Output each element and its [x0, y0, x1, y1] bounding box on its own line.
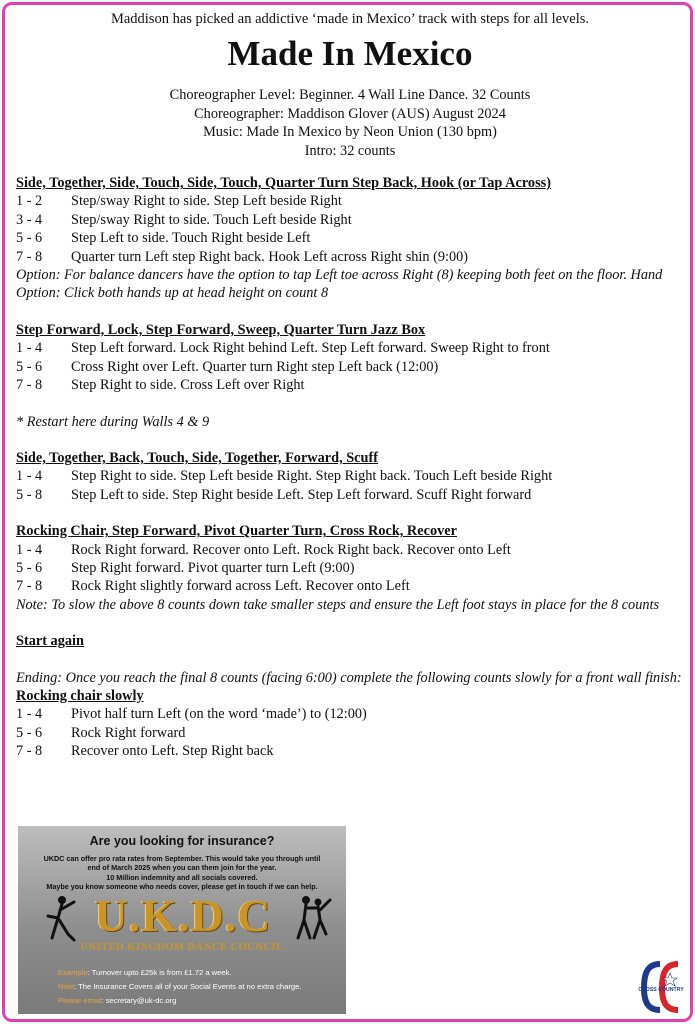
step-count: 1 - 4 — [16, 706, 43, 723]
step-text: Step/sway Right to side. Touch Left beside Right — [71, 211, 352, 228]
step-row — [16, 229, 684, 247]
note-key: Note — [58, 982, 75, 991]
banner-line: end of March 2025 when you can them join for the year. — [87, 863, 277, 873]
ukdc-council-name: UNITED KINGDOM DANCE COUNCIL — [80, 942, 284, 953]
step-count: 1 - 4 — [16, 541, 43, 558]
ukdc-logo — [18, 892, 346, 940]
example-key: Example — [58, 968, 88, 977]
level-line: Choreographer Level: Beginner. 4 Wall Line Dance. 32 Counts — [169, 87, 531, 104]
step-row — [16, 192, 684, 210]
step-sheet — [16, 10, 684, 761]
ukdc-logo-text: U.K.D.C — [94, 890, 272, 941]
step-text: Step Left to side. Touch Right beside Left — [71, 230, 311, 247]
step-text: Step Left forward. Lock Right behind Left. Step Left forward. Sweep Right to front — [71, 340, 550, 357]
slow-note: Note: To slow the above 8 counts down take smaller steps and ensure the Left foot stays in place for the 8 counts — [16, 596, 660, 613]
option-note: Option: For balance dancers have the option to tap Left toe across Right (8) keeping both feet on the floor. Hand Option: Click both hands up at head height on count 8 — [16, 267, 663, 302]
step-row — [16, 248, 684, 266]
banner-line: UKDC can offer pro rata rates from September. This would take you through until — [43, 854, 321, 863]
step-text: Cross Right over Left. Quarter turn Right step Left back (12:00) — [71, 358, 439, 375]
intro-text: Maddison has picked an addictive ‘made in Mexico’ track with steps for all levels. — [110, 11, 590, 27]
step-text: Step Right to side. Step Left beside Right. Step Right back. Touch Left beside Right — [71, 468, 553, 485]
note-text: : The Insurance Covers all of your Social Events at no extra charge. — [74, 982, 302, 991]
banner-line: 10 Million indemnity and all socials covered. — [106, 872, 258, 882]
step-count: 5 - 6 — [16, 358, 43, 375]
step-text: Rock Right slightly forward across Left. Recover onto Left — [71, 578, 410, 595]
step-count: 7 - 8 — [16, 248, 43, 265]
step-row — [16, 211, 684, 229]
banner-line: Maybe you know someone who needs cover, please get in touch if we can help. — [46, 882, 318, 892]
choreographer-line: Choreographer: Maddison Glover (AUS) August 2024 — [194, 105, 506, 122]
step-row — [16, 577, 684, 595]
step-count: 3 - 4 — [16, 211, 43, 228]
step-row — [16, 467, 684, 485]
step-row — [16, 705, 684, 723]
banner-paragraph — [18, 854, 346, 892]
step-count: 5 - 6 — [16, 559, 43, 576]
section-heading: Side, Together, Side, Touch, Side, Touch, Quarter Turn Step Back, Hook (or Tap Across) — [16, 175, 551, 192]
step-text: Step Right to side. Cross Left over Right — [71, 377, 305, 394]
restart-note: * Restart here during Walls 4 & 9 — [16, 413, 210, 430]
section-heading: Step Forward, Lock, Step Forward, Sweep, Quarter Turn Jazz Box — [16, 321, 426, 338]
cross-country-logo-icon — [638, 958, 684, 1016]
step-text: Step Left to side. Step Right beside Left. Step Left forward. Scuff Right forward — [71, 486, 532, 503]
ukdc-insurance-banner — [18, 826, 346, 1014]
step-count: 1 - 4 — [16, 340, 43, 357]
banner-details — [58, 966, 301, 1008]
step-count: 5 - 8 — [16, 486, 43, 503]
step-count: 7 - 8 — [16, 743, 43, 760]
step-text: Step/sway Right to side. Step Left beside Right — [71, 193, 342, 210]
step-count: 1 - 4 — [16, 468, 43, 485]
email-text: : secretary@uk-dc.org — [101, 996, 177, 1005]
step-text: Rock Right forward. Recover onto Left. Rock Right back. Recover onto Left — [71, 541, 511, 558]
music-line: Music: Made In Mexico by Neon Union (130 bpm) — [203, 124, 497, 141]
dance-info — [16, 86, 684, 160]
step-count: 5 - 6 — [16, 230, 43, 247]
dance-title: Made In Mexico — [227, 34, 473, 74]
ending-note: Ending: Once you reach the final 8 counts (facing 6:00) complete the following counts slowly for a front wall finish: — [16, 669, 682, 686]
start-again: Start again — [16, 633, 84, 650]
step-row — [16, 724, 684, 742]
step-count: 1 - 2 — [16, 193, 43, 210]
example-text: : Turnover upto £25k is from £1.72 a week. — [87, 968, 232, 977]
section-heading: Rocking Chair, Step Forward, Pivot Quarter Turn, Cross Rock, Recover — [16, 523, 457, 540]
step-row — [16, 742, 684, 760]
email-key: Please email — [58, 996, 102, 1005]
step-row — [16, 559, 684, 577]
cross-country-text: CROSS COUNTRY — [638, 987, 684, 993]
step-row — [16, 486, 684, 504]
step-text: Rock Right forward — [71, 724, 186, 741]
section-heading: Rocking chair slowly — [16, 687, 144, 704]
step-row — [16, 541, 684, 559]
step-count: 5 - 6 — [16, 724, 43, 741]
dancing-couple-icon — [290, 894, 334, 942]
banner-heading: Are you looking for insurance? — [89, 834, 275, 848]
step-row — [16, 376, 684, 394]
step-text: Quarter turn Left step Right back. Hook Left across Right shin (9:00) — [71, 248, 469, 265]
step-row — [16, 339, 684, 357]
step-row — [16, 358, 684, 376]
step-count: 7 - 8 — [16, 578, 43, 595]
intro-count-line: Intro: 32 counts — [304, 142, 396, 159]
step-text: Pivot half turn Left (on the word ‘made’) to (12:00) — [71, 706, 367, 723]
section-heading: Side, Together, Back, Touch, Side, Together, Forward, Scuff — [16, 449, 378, 466]
step-text: Step Right forward. Pivot quarter turn Left (9:00) — [71, 559, 355, 576]
step-count: 7 - 8 — [16, 377, 43, 394]
step-text: Recover onto Left. Step Right back — [71, 743, 274, 760]
